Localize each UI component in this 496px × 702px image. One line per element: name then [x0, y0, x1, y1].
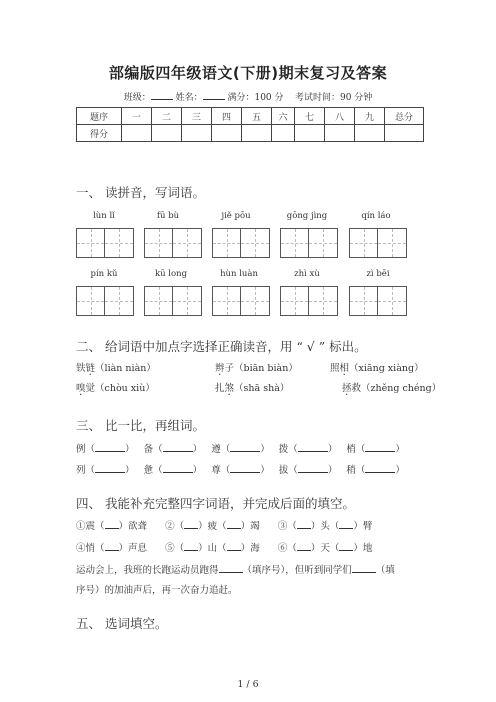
word-options: 子（biān biàn） — [224, 363, 298, 374]
section-4-heading: 四、 我能补充完整四字词语，并完成后面的填空。 — [76, 496, 355, 511]
dotted-char: 链 — [85, 363, 96, 374]
score-cell[interactable] — [295, 125, 325, 142]
pronunciation-item[interactable] — [215, 380, 289, 394]
compare-char: 尊 — [211, 465, 221, 476]
dotted-char: 嗅 — [76, 383, 86, 394]
answer-blank[interactable] — [365, 463, 395, 473]
idiom-text: ）地 — [353, 543, 373, 554]
idiom-blank[interactable] — [105, 519, 119, 529]
compare-row: 列（ ） 惫（ ） 尊（ ） 拔（ ） 稍（ ） — [76, 465, 405, 476]
page-title: 部编版四年级语文(下册)期末复习及答案 — [108, 64, 388, 82]
word-prefix: 扎 — [215, 383, 225, 394]
score-cell[interactable] — [242, 125, 272, 142]
idiom-text: ）海 — [240, 543, 260, 554]
idiom-text: ）欲聋 — [118, 521, 148, 532]
compare-char: 梢 — [346, 444, 356, 455]
idiom-text: ②（ — [165, 521, 185, 532]
header-cell: 九 — [355, 108, 385, 125]
pinyin: fū bù — [156, 211, 180, 221]
pinyin: hùn luàn — [220, 269, 258, 279]
fill-sentence-cont: 序号）的加油声后，再一次奋力追赶。 — [76, 585, 238, 596]
header-cell: 一 — [122, 108, 152, 125]
idiom-blank[interactable] — [184, 541, 198, 551]
section-3-heading: 三、 比一比，再组词。 — [76, 418, 205, 433]
exam-meta — [0, 90, 496, 103]
score-cell[interactable] — [212, 125, 242, 142]
word-options: 觉（chòu xiù） — [85, 383, 155, 394]
compare-char: 遵 — [211, 444, 221, 455]
header-cell: 四 — [212, 108, 242, 125]
score-cell[interactable] — [182, 125, 212, 142]
score-header-row — [77, 108, 424, 125]
section-1-heading: 一、 读拼音，写词语。 — [76, 185, 205, 200]
header-cell: 三 — [182, 108, 212, 125]
dotted-char: 相 — [339, 363, 350, 374]
word-options: 救（zhěng chéng） — [351, 383, 442, 394]
answer-blank[interactable] — [95, 442, 125, 452]
score-cell[interactable] — [385, 125, 424, 142]
idiom-blank[interactable] — [184, 519, 198, 529]
sentence-blank[interactable] — [219, 563, 243, 573]
word-prefix: 照 — [330, 363, 340, 374]
pronunciation-item[interactable] — [76, 360, 156, 374]
pinyin: jiě pōu — [221, 211, 251, 221]
idiom-row — [76, 518, 372, 532]
sentence-text: （填 — [375, 565, 395, 576]
idiom-blank[interactable] — [297, 519, 311, 529]
idiom-text: ）臂 — [353, 521, 373, 532]
exam-time: 考试时间：90 分钟 — [294, 93, 373, 103]
section-5-heading: 五、 选词填空。 — [76, 616, 168, 631]
pinyin: pín kǔ — [90, 269, 118, 279]
idiom-blank[interactable] — [105, 541, 119, 551]
pronunciation-item[interactable] — [330, 360, 424, 374]
score-cell[interactable] — [272, 125, 295, 142]
writing-grid[interactable] — [76, 286, 134, 316]
writing-grid[interactable] — [212, 228, 270, 258]
pronunciation-item[interactable] — [342, 380, 441, 394]
score-cell[interactable] — [355, 125, 385, 142]
pinyin: qín láo — [361, 211, 391, 221]
header-cell: 八 — [325, 108, 355, 125]
full-score: 满分：100 分 — [227, 93, 284, 103]
word-options: （shā shà） — [234, 383, 290, 394]
pronunciation-item[interactable] — [76, 380, 155, 394]
idiom-text: ）声息 — [118, 543, 148, 554]
page-number: 1 / 6 — [237, 679, 259, 690]
pinyin: gōng jìng — [286, 211, 328, 221]
pronunciation-item[interactable] — [215, 360, 298, 374]
class-label: 班级： — [123, 93, 151, 103]
answer-blank[interactable] — [230, 463, 260, 473]
idiom-text: ③（ — [277, 521, 297, 532]
writing-grid[interactable] — [144, 286, 202, 316]
pinyin: zì bēi — [366, 269, 390, 279]
idiom-blank[interactable] — [339, 519, 353, 529]
compare-row: 例（ ） 备（ ） 遵（ ） 拨（ ） 梢（ ） — [76, 444, 405, 455]
word-options: （liàn niàn） — [95, 363, 156, 374]
name-label: 姓名： — [175, 93, 203, 103]
header-cell: 题序 — [77, 108, 122, 125]
idiom-blank[interactable] — [227, 519, 241, 529]
sentence-text: （填序号），但听到同学们 — [242, 565, 352, 576]
word-options: （xiāng xiàng） — [349, 363, 424, 374]
compare-char: 例 — [76, 444, 86, 455]
answer-blank[interactable] — [365, 442, 395, 452]
sentence-text: 运动会上，我班的长跑运动员跑得 — [76, 565, 219, 576]
idiom-row — [76, 540, 372, 554]
section-2-heading: 二、 给词语中加点字选择正确读音，用 “ √ ” 标出。 — [76, 339, 367, 354]
compare-char: 备 — [143, 444, 154, 455]
row-label: 得分 — [77, 125, 122, 142]
header-cell: 二 — [152, 108, 182, 125]
idiom-text: ）天（ — [310, 543, 340, 554]
idiom-text: ⑤（ — [165, 543, 185, 554]
score-cell[interactable] — [152, 125, 182, 142]
answer-blank[interactable] — [163, 463, 193, 473]
answer-blank[interactable] — [230, 442, 260, 452]
writing-grid[interactable] — [349, 228, 407, 258]
score-table — [76, 107, 424, 142]
pinyin: zhì xù — [294, 269, 320, 279]
idiom-text: ）山（ — [198, 543, 227, 554]
score-value-row — [77, 125, 424, 142]
header-cell: 总分 — [385, 108, 424, 125]
idiom-blank[interactable] — [227, 541, 241, 551]
answer-blank[interactable] — [298, 463, 328, 473]
compare-char: 惫 — [143, 465, 154, 476]
answer-blank[interactable] — [298, 442, 328, 452]
header-cell: 七 — [295, 108, 325, 125]
fill-sentence — [76, 562, 395, 576]
writing-grid[interactable] — [76, 228, 134, 258]
sentence-blank[interactable] — [352, 563, 376, 573]
pinyin: lùn lǐ — [93, 211, 115, 221]
dotted-char: 煞 — [224, 383, 235, 394]
writing-grid[interactable] — [144, 228, 202, 258]
dotted-char: 拯 — [342, 383, 352, 394]
compare-char: 列 — [76, 465, 86, 476]
writing-grid[interactable] — [212, 286, 270, 316]
score-cell[interactable] — [122, 125, 152, 142]
idiom-blank[interactable] — [297, 541, 311, 551]
name-blank — [203, 91, 225, 100]
answer-blank[interactable] — [95, 463, 125, 473]
header-cell: 五 — [242, 108, 272, 125]
compare-char: 拔 — [278, 465, 289, 476]
idiom-text: ）头（ — [310, 521, 340, 532]
class-blank — [151, 91, 173, 100]
idiom-text: ）竭 — [240, 521, 260, 532]
answer-blank[interactable] — [163, 442, 193, 452]
compare-char: 稍 — [346, 465, 356, 476]
idiom-blank[interactable] — [339, 541, 353, 551]
score-cell[interactable] — [325, 125, 355, 142]
idiom-text: ④悄（ — [76, 543, 105, 554]
compare-char: 拨 — [278, 444, 289, 455]
word-prefix: 铁 — [76, 363, 86, 374]
idiom-text: ⑥（ — [277, 543, 297, 554]
header-cell: 六 — [272, 108, 295, 125]
writing-grid[interactable] — [280, 286, 338, 316]
pinyin: kū long — [154, 269, 188, 279]
writing-grid[interactable] — [280, 228, 338, 258]
idiom-text: ①震（ — [76, 521, 105, 532]
dotted-char: 辫 — [215, 363, 225, 374]
writing-grid[interactable] — [349, 286, 407, 316]
idiom-text: ）疲（ — [198, 521, 227, 532]
